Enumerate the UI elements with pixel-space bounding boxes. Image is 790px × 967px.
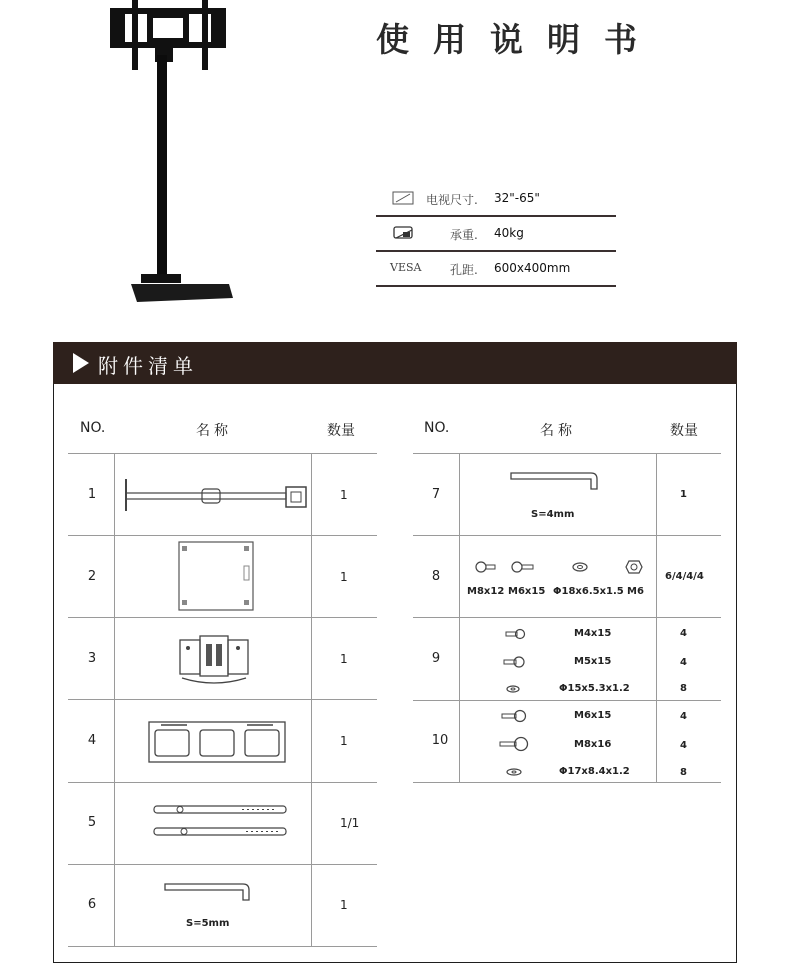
parts-list-frame — [53, 384, 737, 963]
part-label: M8x16 — [574, 739, 612, 750]
allen-key-icon — [163, 880, 253, 902]
screw-icon — [476, 560, 496, 574]
spec-row-vesa — [376, 252, 616, 287]
section-title: 附件清单 — [98, 354, 198, 378]
hinge-bracket-icon — [178, 632, 250, 686]
spec-label-screen-size: 电视尺寸. — [426, 193, 478, 207]
left-header-qty: 数量 — [327, 423, 355, 439]
divider — [68, 946, 377, 947]
item-qty: 4 — [680, 628, 687, 639]
part-label: M4x15 — [574, 628, 612, 639]
right-header-no: NO. — [424, 420, 450, 436]
spec-value-screen-size: 32"-65" — [494, 191, 540, 205]
document-title: 使用说明书 — [376, 20, 661, 59]
item-qty: 1 — [340, 570, 348, 584]
item-qty: 1/1 — [340, 816, 360, 830]
divider — [656, 453, 657, 782]
left-header-name: 名称 — [196, 423, 232, 439]
item-no: 2 — [87, 569, 97, 584]
screw-icon — [512, 560, 534, 574]
spec-row-weight — [376, 217, 616, 252]
screen-size-icon — [392, 191, 414, 205]
screw-icon — [501, 709, 527, 723]
item-no: 9 — [431, 651, 441, 666]
mount-plate-icon — [147, 720, 287, 764]
spec-value-weight: 40kg — [494, 226, 524, 240]
item-qty: 1 — [340, 734, 348, 748]
screw-icon — [503, 656, 525, 668]
spec-table — [376, 182, 616, 287]
washer-icon — [572, 562, 588, 572]
item-qty: 1 — [340, 898, 348, 912]
right-header-qty: 数量 — [670, 423, 698, 439]
allen-key-icon — [509, 469, 601, 491]
play-triangle-icon — [73, 353, 89, 373]
washer-icon — [506, 685, 520, 693]
part-label: Φ18x6.5x1.5 — [553, 586, 624, 597]
item-no: 5 — [87, 815, 97, 830]
item-no: 4 — [87, 733, 97, 748]
weight-icon — [392, 224, 416, 242]
divider — [413, 782, 721, 783]
item-qty: 1 — [340, 652, 348, 666]
spec-label-weight: 承重. — [450, 228, 478, 242]
nut-icon — [625, 560, 643, 574]
item-no: 1 — [87, 487, 97, 502]
part-label: Φ15x5.3x1.2 — [559, 683, 630, 694]
vesa-label: VESA — [390, 261, 422, 274]
item-qty: 6/4/4/4 — [665, 571, 704, 582]
divider — [311, 453, 312, 946]
pole-bracket-icon — [120, 475, 310, 515]
item-qty: 8 — [680, 767, 687, 778]
item-no: 3 — [87, 651, 97, 666]
left-header-no: NO. — [80, 420, 106, 436]
tv-stand-photo — [105, 0, 235, 310]
item-no: 10 — [431, 733, 449, 748]
item-qty: 4 — [680, 740, 687, 751]
part-label: M6x15 — [574, 710, 612, 721]
item-qty: 8 — [680, 683, 687, 694]
item-no: 7 — [431, 487, 441, 502]
part-label: M6x15 — [508, 586, 546, 597]
screw-icon — [505, 628, 525, 640]
item-qty: 1 — [680, 489, 687, 500]
divider — [114, 453, 115, 946]
screw-icon — [499, 736, 529, 752]
item-qty: 4 — [680, 711, 687, 722]
spec-label-vesa: 孔距. — [450, 263, 478, 277]
square-plate-icon — [176, 540, 256, 612]
right-header-name: 名称 — [540, 423, 576, 439]
spec-row-screen-size — [376, 182, 616, 217]
item-no: 6 — [87, 897, 97, 912]
spec-value-vesa: 600x400mm — [494, 261, 571, 275]
part-label: M6 — [627, 586, 644, 597]
part-label: Φ17x8.4x1.2 — [559, 766, 630, 777]
allen-key-size: S=4mm — [531, 509, 575, 520]
part-label: M8x12 — [467, 586, 505, 597]
item-no: 8 — [431, 569, 441, 584]
part-label: M5x15 — [574, 656, 612, 667]
washer-icon — [506, 768, 522, 776]
adjust-arms-icon — [150, 802, 290, 842]
item-qty: 1 — [340, 488, 348, 502]
item-qty: 4 — [680, 657, 687, 668]
allen-key-size: S=5mm — [186, 918, 230, 929]
